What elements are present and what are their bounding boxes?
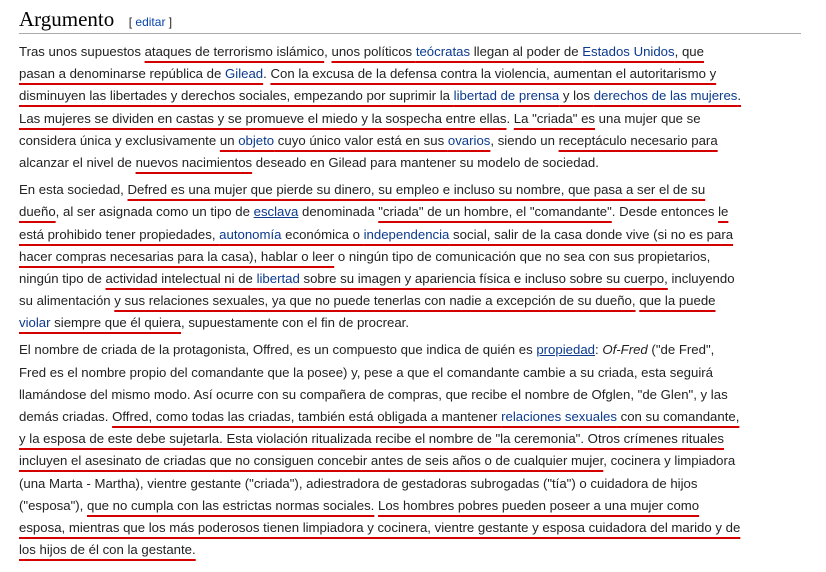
text-line [19,246,819,268]
underlined-text: receptáculo necesario para [558,132,718,148]
underlined-text: Defred es una mujer que pierde su dinero, su empleo e incluso su nombre, que pasa a ser el de su [127,182,706,198]
article-link[interactable]: ovarios [447,132,491,148]
underlined-text: que no cumpla con las estrictas normas sociales. [87,497,375,513]
text-line [19,179,819,201]
paragraph [19,339,819,561]
underlined-text: con su comandante, [616,409,740,424]
article-link[interactable]: Estados Unidos [582,44,675,59]
paragraph [19,179,819,334]
text-segment: denominada [298,204,379,220]
underlined-text: incluyen el asesinato de criadas que no consiguen concebir antes de seis años o de cualquier mujer [19,453,604,469]
underlined-text: siempre que él quiera [50,315,181,331]
underlined-text: , que [674,44,704,59]
text-line [19,473,819,495]
text-line [19,428,819,450]
underlined-text: hacer compras necesarias para la casa), hablar o leer [19,248,335,264]
text-segment: : [595,342,603,358]
text-line [19,539,819,561]
underlined-text: La "criada" es [513,110,596,126]
text-line [19,495,819,517]
underlined-text: unos políticos [331,44,416,59]
edit-section [129,15,172,29]
underlined-text: le [718,204,729,220]
underlined-text: los hijos de él con la gestante. [19,542,196,558]
text-segment: llamándose del mismo modo. Así ocurre con su compañera de compras, que recibe el nombre de Ofglen, "de Glen", y las [19,386,728,402]
text-line [19,224,819,246]
text-line [19,384,819,406]
text-segment: , cocinera y limpiadora [603,453,736,469]
section-heading-bar [19,4,801,34]
text-segment: (una Marta - Martha), vientre gestante ("criada"), adiestradora de gestadoras subrogadas ("tía") o cuidadora de hijos [19,475,698,491]
text-line [19,152,819,174]
text-segment: En esta sociedad, [19,182,128,198]
text-segment: una mujer que se [595,110,701,126]
article-link[interactable]: libertad [256,270,300,286]
text-line [19,268,819,290]
underlined-text: esposa, mientras que los más poderosos tienen limpiadora y cocinera, vientre gestante y esposa cuidadora del marido y de [19,519,741,535]
underlined-text: está prohibido tener propiedades, [19,226,220,242]
article-link[interactable]: independencia [363,226,450,242]
text-segment: , [324,44,332,59]
article-link[interactable]: propiedad [536,342,595,358]
text-segment: o ningún tipo de comunicación que no sea con sus propietarios, [334,248,711,264]
article-link[interactable]: autonomía [219,226,282,242]
article-link[interactable]: relaciones sexuales [501,409,617,424]
text-segment: demás criadas. [19,409,113,424]
article-link[interactable]: violar [19,315,51,331]
text-line [19,339,819,361]
text-segment: , al ser asignada como un tipo de [55,204,254,220]
text-segment: . [263,66,271,82]
text-line [19,450,819,472]
text-segment: ningún tipo de [19,270,106,286]
text-line [19,41,819,63]
text-segment: El nombre de criada de la protagonista, Offred, es un compuesto que indica de quién es [19,342,537,358]
text-segment: incluyendo [667,270,735,286]
text-line [19,290,819,312]
text-line [19,63,819,85]
article-content [19,41,819,566]
section-title: Argumento [19,7,115,31]
text-line [19,130,819,152]
article-link[interactable]: objeto [238,132,275,148]
underlined-text: económica o [281,226,364,242]
text-line [19,85,819,107]
text-line [19,312,819,334]
underlined-text: actividad intelectual ni de [105,270,257,286]
underlined-text: un [219,132,239,148]
underlined-text: social, salir de la casa donde vive (si no es para [449,226,734,242]
underlined-text: "criada" de un hombre, el "comandante" [378,204,612,220]
underlined-text: pasan a denominarse república de [19,66,226,82]
bracket-open: [ [128,15,133,29]
text-segment: , siendo un [490,132,559,148]
text-segment: . [506,110,514,126]
edit-link[interactable]: editar [135,15,166,29]
underlined-text: Los hombres pobres pueden poseer a una mujer como [378,497,700,513]
underlined-text: Las mujeres se dividen en castas y se promueve el miedo y la sospecha entre ellas [19,110,507,126]
text-segment: ("de Fred", [647,342,715,358]
text-segment: deseado en Gilead para mantener su modelo de sociedad. [252,154,599,170]
text-segment: Fred es el nombre propio del comandante que la posee) y, pese a que el comandante cambie a su criada, esta seguirá [19,364,713,380]
underlined-text: y la esposa de este debe sujetarla. Esta violación ritualizada recibe el nombre de "la ceremonia". Otros crímenes rituales [19,431,724,447]
text-segment: su alimentación [19,293,115,309]
underlined-text: y sus relaciones sexuales, ya que no puede tenerlas con nadie a excepción de su dueño, [114,293,636,309]
text-segment: Of-Fred [602,342,648,358]
text-line [19,406,819,428]
underlined-text: y los [559,88,594,104]
underlined-text: sobre su imagen y apariencia física e incluso sobre su cuerpo, [299,270,668,286]
text-line [19,201,819,223]
underlined-text: cuyo único valor está en sus [274,132,448,148]
underlined-text: dueño [19,204,56,220]
article-link[interactable]: derechos de las mujeres [593,88,738,104]
bracket-close: ] [168,15,173,29]
underlined-text: nuevos nacimientos [135,154,253,170]
text-segment: alcanzar el nivel de [19,154,136,170]
article-link[interactable]: Gilead [225,66,264,82]
underlined-text: . [737,88,742,104]
article-link[interactable]: esclava [253,204,299,220]
underlined-text: disminuyen las libertades y derechos sociales, empezando por suprimir la [19,88,454,104]
article-link[interactable]: libertad de prensa [453,88,560,104]
text-line [19,517,819,539]
article-link[interactable]: teócratas [415,44,471,59]
text-segment: , supuestamente con el fin de procrear. [181,315,409,331]
text-segment: Tras unos supuestos [19,44,145,59]
underlined-text: que la puede [639,293,716,309]
underlined-text: ataques de terrorismo islámico [144,44,325,59]
text-line [19,108,819,130]
underlined-text: Offred, como todas las criadas, también está obligada a mantener [112,409,502,424]
paragraph [19,41,819,174]
underlined-text: Con la excusa de la defensa contra la violencia, aumentan el autoritarismo y [270,66,717,82]
text-segment: ("esposa"), [19,497,87,513]
underlined-text: llegan al poder de [470,44,583,59]
text-line [19,362,819,384]
text-segment: considera única y exclusivamente [19,132,220,148]
text-segment: . Desde entonces [611,204,719,220]
